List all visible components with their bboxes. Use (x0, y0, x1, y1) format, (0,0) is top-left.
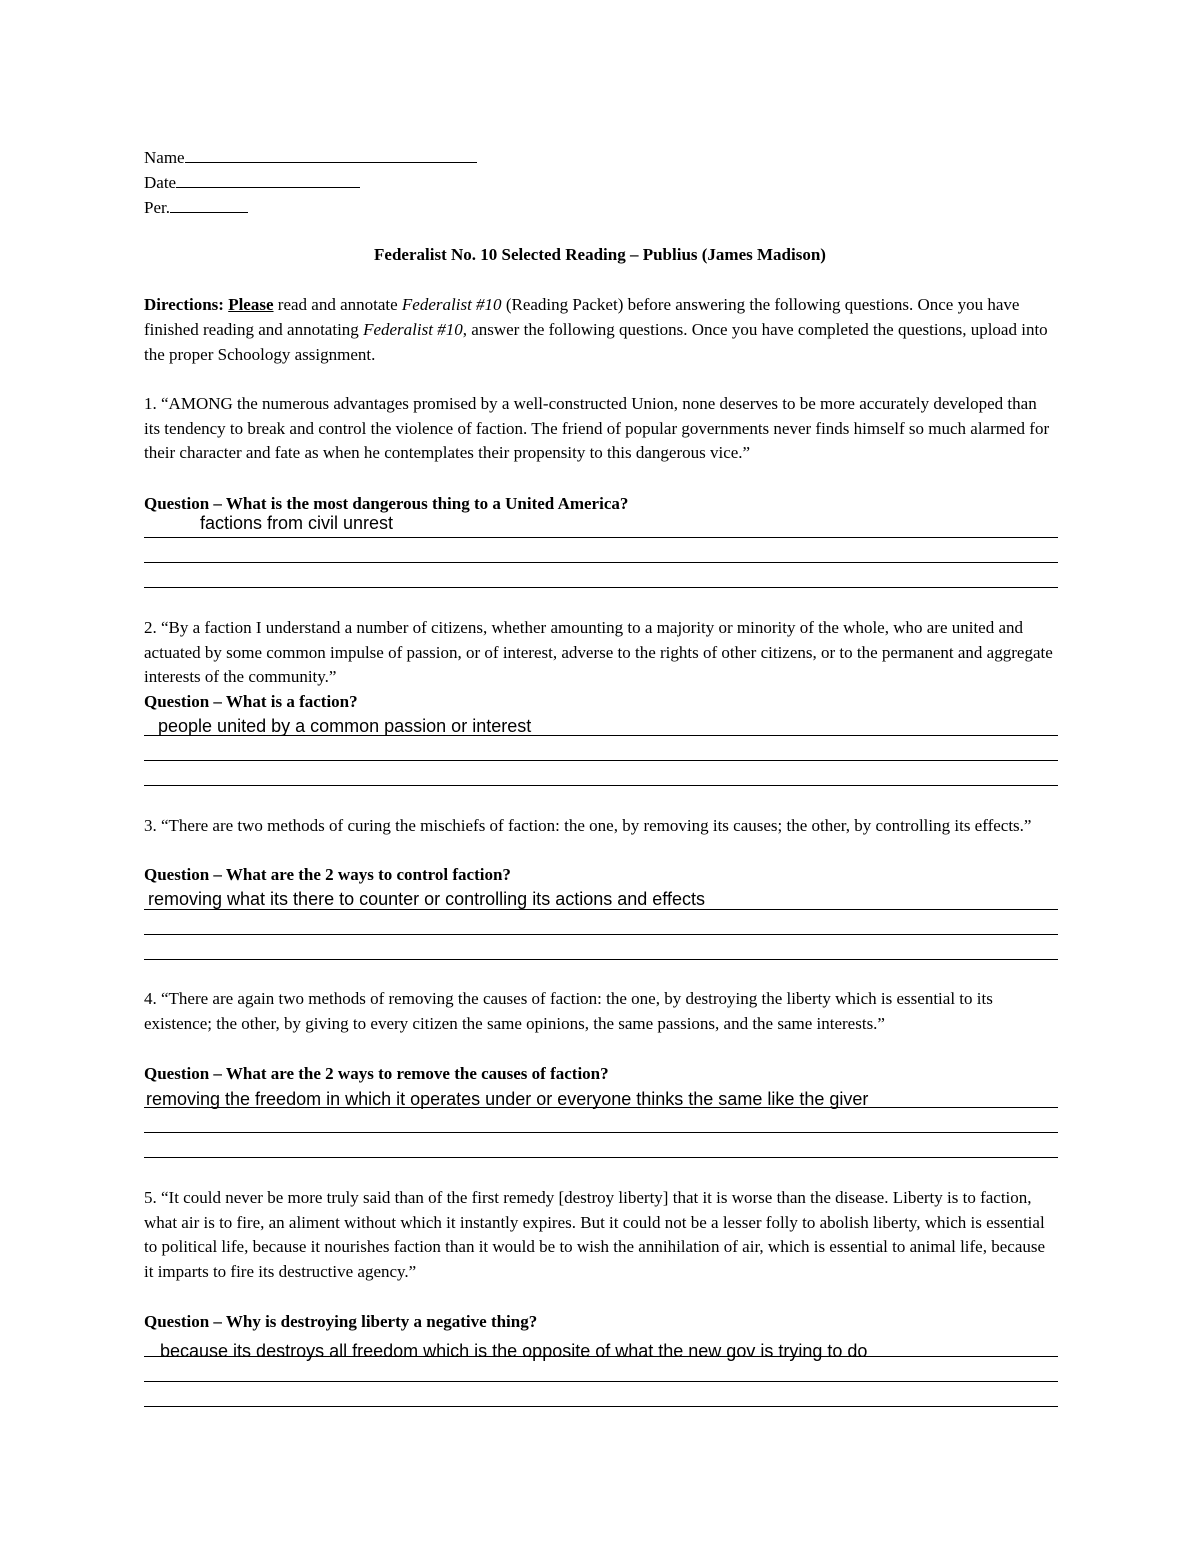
date-label: Date (144, 173, 177, 192)
question-4: Question – What are the 2 ways to remove the causes of faction? (144, 1064, 609, 1083)
directions-title-italic-1: Federalist #10 (401, 295, 502, 314)
directions-text-1: read and annotate (273, 295, 402, 314)
answer-line[interactable] (144, 909, 1058, 910)
question-3: Question – What are the 2 ways to control faction? (144, 865, 511, 884)
answer-5[interactable]: because its destroys all freedom which is the opposite of what the new gov is trying to do (160, 1341, 868, 1361)
quote-3: 3. “There are two methods of curing the mischiefs of faction: the one, by removing its causes; the other, by controlling its effects.” (144, 816, 1032, 835)
per-blank[interactable] (170, 196, 248, 213)
answer-line[interactable] (144, 1107, 1058, 1108)
name-blank[interactable] (185, 146, 477, 163)
answer-line[interactable] (144, 587, 1058, 588)
directions-paragraph (144, 292, 1056, 367)
directions-please: Please (228, 295, 274, 314)
date-blank[interactable] (176, 171, 360, 188)
question-1: Question – What is the most dangerous thing to a United America? (144, 494, 629, 513)
quote-4: 4. “There are again two methods of removing the causes of faction: the one, by destroying the liberty which is essential to its existence; the other, by giving to every citizen the same opinions, the same passions, and the same interests.” (144, 989, 993, 1033)
name-field[interactable] (144, 146, 477, 168)
answer-line[interactable] (144, 1381, 1058, 1382)
answer-line[interactable] (144, 735, 1058, 736)
answer-line[interactable] (144, 785, 1058, 786)
directions-label: Directions: (144, 295, 224, 314)
quote-2: 2. “By a faction I understand a number of citizens, whether amounting to a majority or minority of the whole, who are united and actuated by some common impulse of passion, or of interest, adverse to the rights of other citizens, or to the permanent and aggregate interests of the community.” (144, 618, 1053, 687)
answer-line[interactable] (144, 1157, 1058, 1158)
answer-line[interactable] (144, 760, 1058, 761)
directions-title-italic-2: Federalist #10 (363, 320, 463, 339)
name-label: Name (144, 148, 185, 167)
directions-text-2: (Reading Packet) before answering the following questions. Once you have finished reading and annotating (144, 295, 1020, 339)
per-field[interactable] (144, 196, 248, 218)
quote-5: 5. “It could never be more truly said than of the first remedy [destroy liberty] that it is worse than the disease. Liberty is to faction, what air is to fire, an aliment without which it instantly expires. But it could not be a lesser folly to abolish liberty, which is essential to political life, because it nourishes faction than it would be to wish the annihilation of air, which is essential to animal life, because it imparts to fire its destructive agency.” (144, 1188, 1046, 1281)
answer-line[interactable] (144, 934, 1058, 935)
directions-text-3: , answer the following questions. Once you have completed the questions, upload into the proper Schoology assignment. (144, 320, 1048, 364)
answer-line[interactable] (144, 537, 1058, 538)
answer-3[interactable]: removing what its there to counter or controlling its actions and effects (148, 889, 705, 909)
answer-line[interactable] (144, 1356, 1058, 1357)
answer-line[interactable] (144, 1406, 1058, 1407)
answer-1[interactable]: factions from civil unrest (200, 513, 394, 533)
answer-line[interactable] (144, 562, 1058, 563)
question-5: Question – Why is destroying liberty a negative thing? (144, 1312, 538, 1331)
answer-4[interactable]: removing the freedom in which it operates under or everyone thinks the same like the giver (146, 1089, 869, 1109)
answer-line[interactable] (144, 1132, 1058, 1133)
quote-1: 1. “AMONG the numerous advantages promised by a well-constructed Union, none deserves to be more accurately developed than its tendency to break and control the violence of faction. The friend of popular governments never finds himself so much alarmed for their character and fate as when he contemplates their propensity to this dangerous vice.” (144, 394, 1050, 463)
question-2: Question – What is a faction? (144, 692, 358, 711)
per-label: Per. (144, 198, 170, 217)
worksheet-title: Federalist No. 10 Selected Reading – Publius (James Madison) (374, 245, 826, 264)
answer-2[interactable]: people united by a common passion or interest (158, 716, 532, 736)
answer-line[interactable] (144, 959, 1058, 960)
date-field[interactable] (144, 171, 360, 193)
